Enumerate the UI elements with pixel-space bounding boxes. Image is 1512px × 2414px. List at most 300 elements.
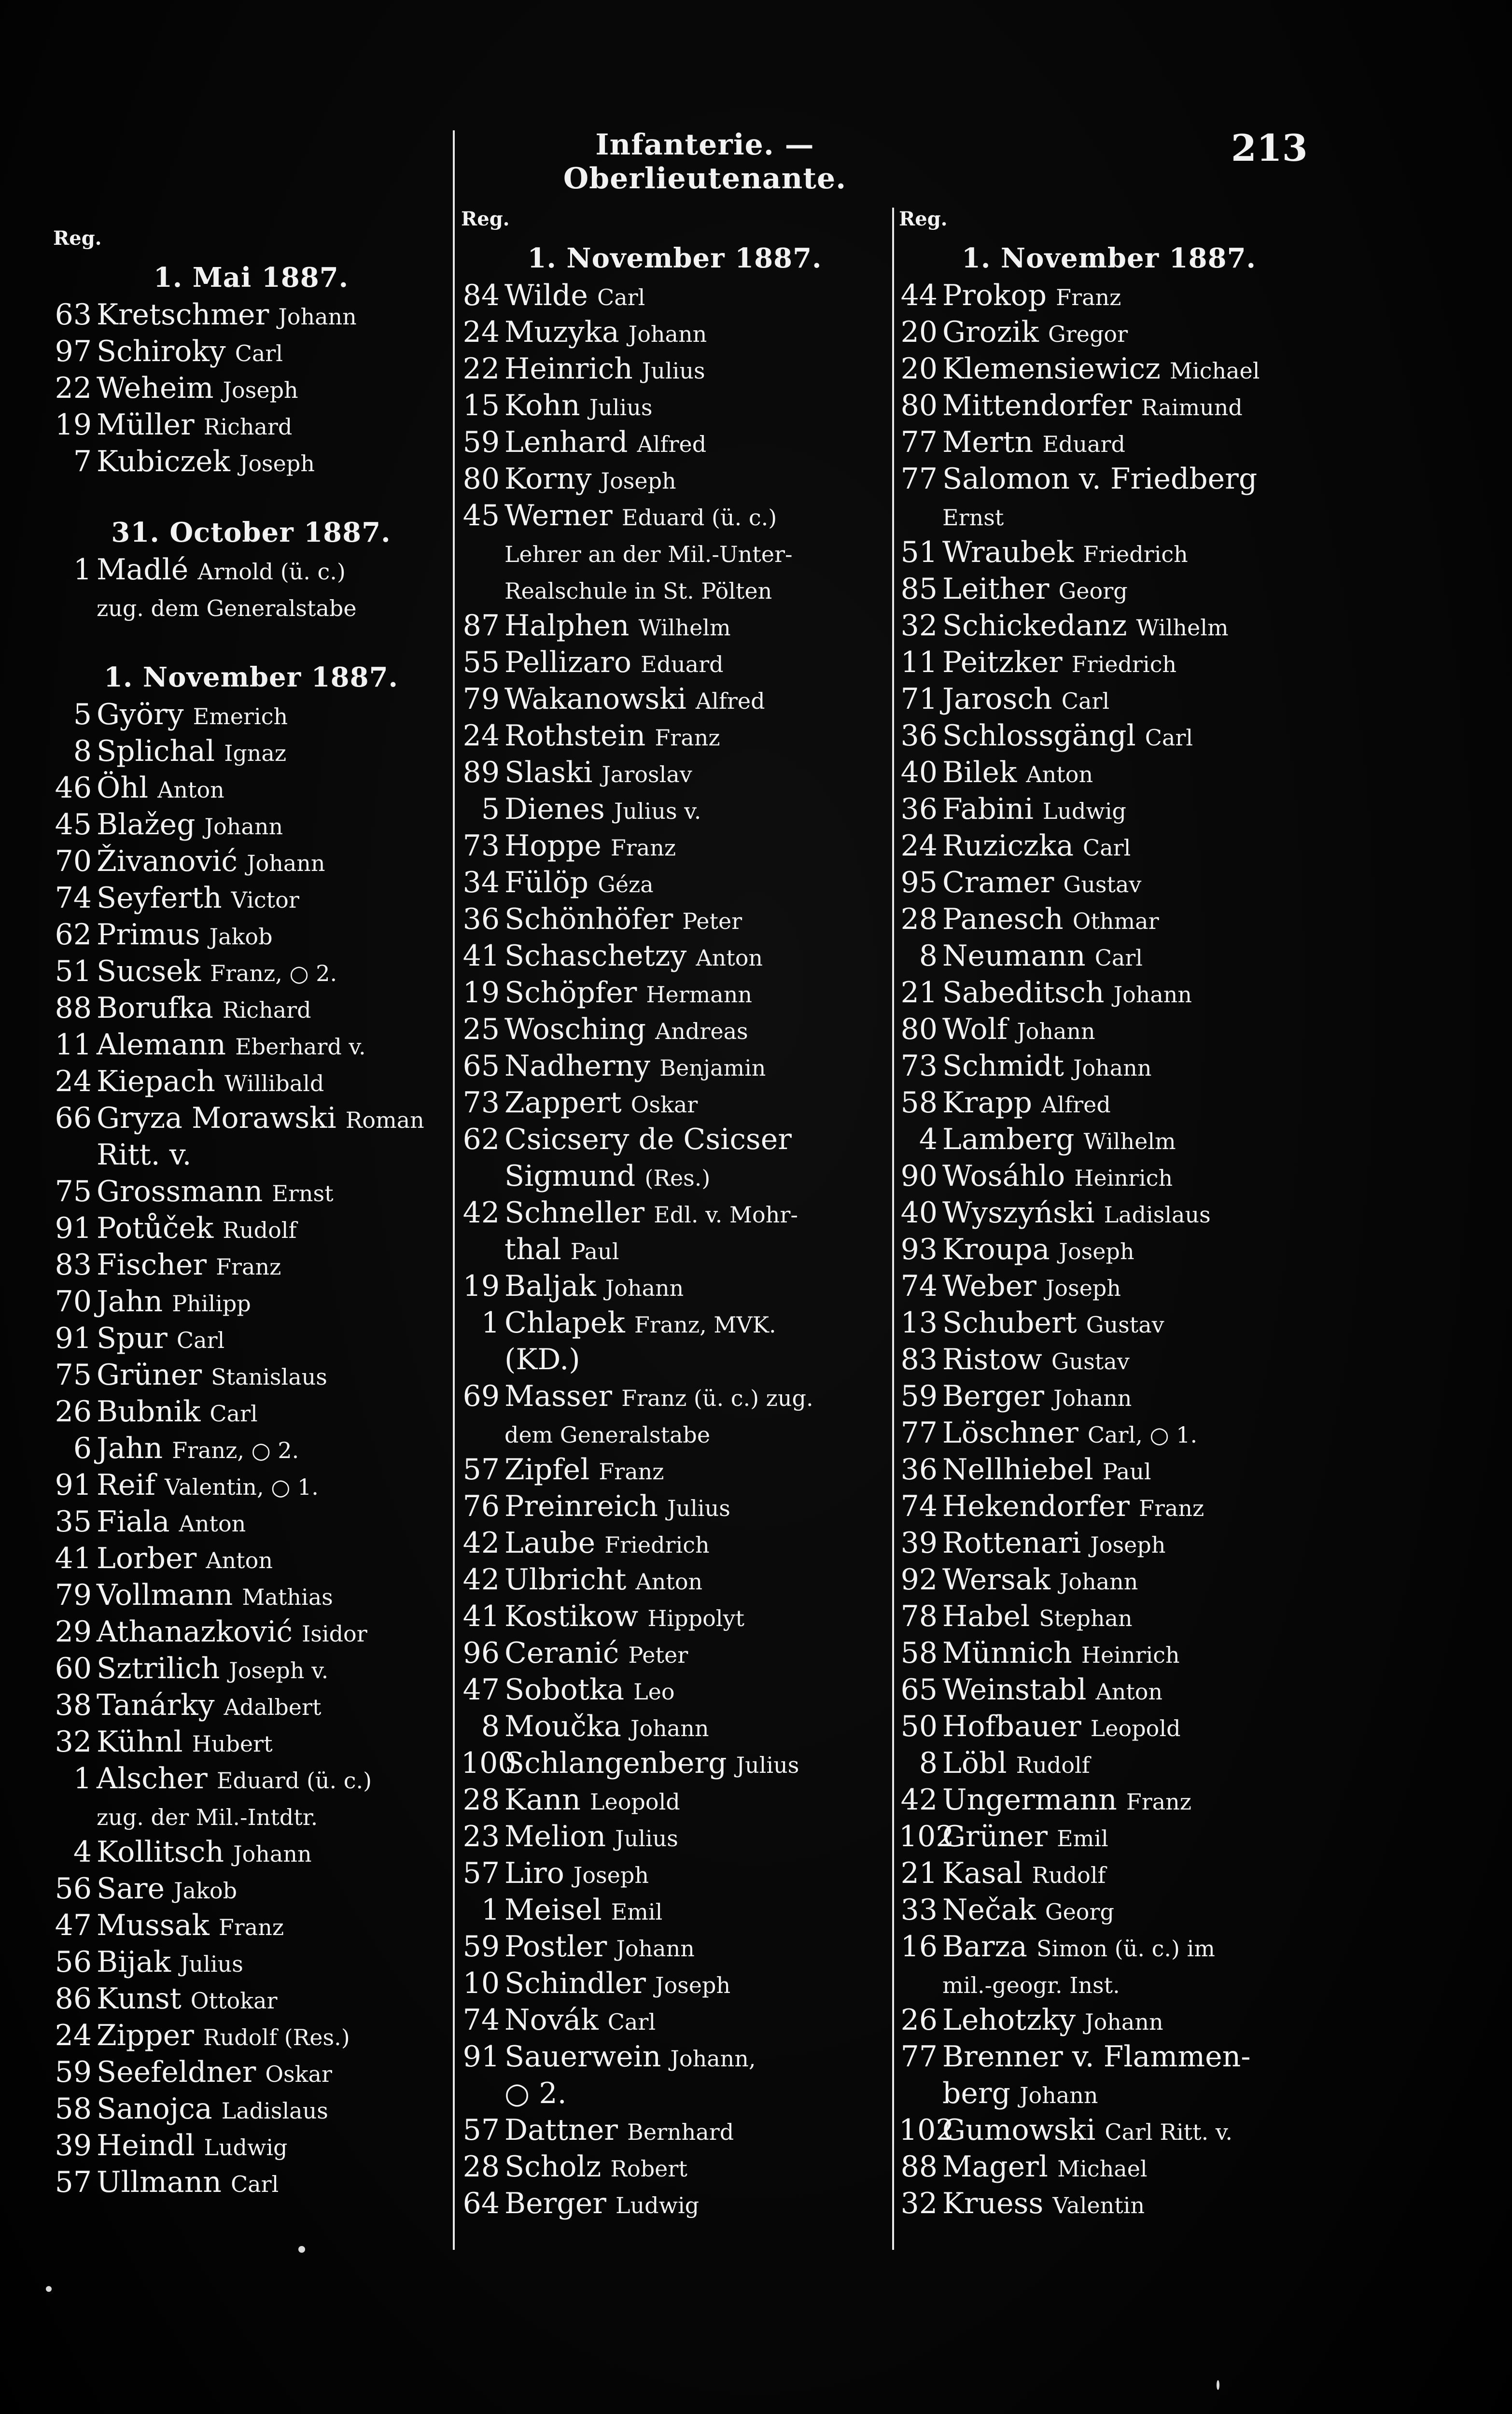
entry-continuation	[461, 534, 888, 571]
regiment-number: 65	[462, 1049, 500, 1083]
regiment-number: 21	[900, 976, 938, 1010]
regiment-number: 46	[55, 771, 92, 805]
officer-surname: Schiroky	[97, 335, 226, 368]
officer-entry	[461, 1855, 888, 1892]
officer-entry	[461, 2185, 888, 2222]
officer-given-name: Emerich	[193, 703, 288, 730]
regiment-number: 90	[900, 1159, 938, 1193]
officer-given-name: Johann	[616, 1936, 695, 1962]
officer-given-name: Johann	[247, 850, 325, 876]
officer-entry	[461, 2002, 888, 2038]
officer-given-name: Hubert	[192, 1731, 273, 1757]
regiment-number: 26	[55, 1395, 92, 1429]
officer-given-name: Anton	[635, 1569, 703, 1595]
officer-entry	[53, 551, 449, 588]
officer-given-name: Johann	[630, 1715, 709, 1741]
officer-entry	[461, 1635, 888, 1671]
regiment-number: 22	[462, 352, 500, 386]
regiment-number: 76	[462, 1489, 500, 1523]
officer-given-name: Carl, ○ 1.	[1087, 1422, 1198, 1448]
officer-entry	[899, 1048, 1319, 1084]
officer-surname: Lamberg	[942, 1123, 1075, 1156]
officer-given-name: Robert	[610, 2156, 687, 2182]
officer-surname: Kretschmer	[97, 298, 269, 332]
officer-entry	[461, 901, 888, 938]
officer-given-name: Johann	[1017, 1018, 1095, 1044]
officer-entry	[461, 1782, 888, 1818]
regiment-number: 86	[55, 1982, 92, 2016]
officer-entry	[53, 2091, 449, 2127]
officer-surname: Rothstein	[504, 719, 646, 753]
regiment-number: 19	[55, 408, 92, 442]
officer-entry	[53, 1210, 449, 1247]
officer-entry	[461, 1121, 888, 1158]
regiment-number: 59	[462, 1930, 500, 1964]
officer-entry	[899, 1671, 1319, 1708]
officer-surname: Berger	[504, 2187, 606, 2220]
officer-entry	[461, 277, 888, 314]
officer-surname: Krapp	[942, 1086, 1033, 1120]
officer-entry	[899, 277, 1319, 314]
officer-entry	[53, 1467, 449, 1503]
regiment-number: 57	[462, 1856, 500, 1890]
regiment-number: 8	[919, 939, 938, 973]
regiment-number: 87	[462, 609, 500, 643]
regiment-number: 15	[462, 389, 500, 422]
officer-given-name: Franz	[216, 1254, 281, 1280]
entry-continuation	[461, 571, 888, 607]
officer-surname: Pellizaro	[504, 646, 631, 679]
officer-surname: Kunst	[97, 1982, 182, 2016]
officer-surname: Kühnl	[97, 1725, 183, 1759]
officer-entry	[53, 843, 449, 880]
officer-entry	[53, 1503, 449, 1540]
officer-entry	[899, 1782, 1319, 1818]
officer-given-name: Franz, MVK.	[634, 1312, 776, 1338]
officer-given-name: Johann	[278, 304, 357, 330]
officer-entry	[461, 607, 888, 644]
officer-entry	[53, 1357, 449, 1393]
officer-entry	[461, 864, 888, 901]
officer-entry	[53, 1430, 449, 1467]
officer-entry	[53, 296, 449, 333]
officer-given-name: Julius	[736, 1752, 799, 1778]
officer-given-name: Carl Ritt. v.	[1105, 2119, 1233, 2145]
officer-given-name: Eduard (ü. c.)	[216, 1768, 372, 1794]
officer-surname: Wakanowski	[504, 682, 686, 716]
regiment-number: 56	[55, 1872, 92, 1906]
officer-given-name: Ladislaus	[1104, 1202, 1211, 1228]
officer-entry	[53, 1944, 449, 1980]
officer-entry	[899, 1341, 1319, 1378]
officer-surname: Brenner v. Flammen-	[942, 2040, 1251, 2074]
officer-surname: Madlé	[97, 553, 189, 587]
officer-given-name: Carl	[176, 1327, 225, 1353]
officer-surname: Wyszyński	[942, 1196, 1095, 1230]
officer-entry	[53, 806, 449, 843]
officer-surname: Halphen	[504, 609, 630, 643]
officer-surname: Löbl	[942, 1746, 1007, 1780]
officer-entry	[53, 1650, 449, 1687]
officer-surname: Schubert	[942, 1306, 1077, 1340]
entry-continuation	[899, 2075, 1319, 2112]
regiment-number: 77	[900, 462, 938, 496]
officer-surname: Borufka	[97, 991, 213, 1025]
officer-entry	[899, 1451, 1319, 1488]
regiment-number: 58	[900, 1086, 938, 1120]
officer-surname: Grüner	[97, 1358, 202, 1392]
officer-entry	[461, 2038, 888, 2075]
regiment-number: 88	[900, 2150, 938, 2184]
officer-entry	[53, 1760, 449, 1797]
officer-surname: Slaski	[504, 756, 593, 789]
officer-given-name: Rudolf	[1016, 1752, 1090, 1778]
officer-given-name: Joseph	[1045, 1275, 1121, 1301]
officer-surname: Weheim	[97, 371, 214, 405]
officer-given-name: Emil	[611, 1899, 663, 1925]
officer-given-name: Ladislaus	[221, 2098, 328, 2124]
regiment-number: 7	[73, 445, 92, 478]
officer-given-name: Alfred	[1041, 1092, 1111, 1118]
regiment-number: 77	[900, 2040, 938, 2074]
section-date-heading: 1. Mai 1887.	[153, 262, 349, 294]
officer-surname: Lorber	[97, 1542, 197, 1575]
officer-surname: Lehotzky	[942, 2003, 1076, 2037]
officer-surname: Nadherny	[504, 1049, 651, 1083]
officer-surname: Nellhiebel	[942, 1453, 1093, 1487]
officer-surname: Heinrich	[504, 352, 633, 386]
officer-given-name: Richard	[203, 414, 293, 440]
officer-surname: Sauerwein	[504, 2040, 661, 2074]
officer-given-name: Carl	[230, 2171, 279, 2197]
officer-given-name: Adalbert	[224, 1694, 322, 1720]
officer-given-name: Joseph	[1059, 1238, 1134, 1264]
officer-surname: Živanović	[97, 844, 238, 878]
officer-entry	[461, 1194, 888, 1231]
officer-given-name: Heinrich	[1074, 1165, 1173, 1191]
regiment-number: 74	[55, 881, 92, 915]
officer-surname: Splichal	[97, 734, 215, 768]
regiment-number: 13	[900, 1306, 938, 1340]
officer-surname: Weinstabl	[942, 1673, 1087, 1707]
officer-surname: Neumann	[942, 939, 1086, 973]
regiment-number: 77	[900, 1416, 938, 1450]
officer-entry	[461, 1598, 888, 1635]
officer-entry	[53, 953, 449, 990]
officer-surname: Mussak	[97, 1909, 210, 1942]
officer-given-name: Friedrich	[604, 1532, 710, 1558]
regiment-number: 74	[462, 2003, 500, 2037]
officer-surname: Primus	[97, 918, 200, 952]
officer-entry	[53, 1100, 449, 1137]
regiment-number: 56	[55, 1945, 92, 1979]
officer-given-name: Jakob	[174, 1878, 238, 1904]
officer-surname: (KD.)	[504, 1343, 580, 1376]
regiment-number: 38	[55, 1688, 92, 1722]
officer-given-name: Rudolf	[1032, 1862, 1106, 1888]
officer-surname: Zipper	[97, 2019, 194, 2052]
officer-given-name: Anton	[179, 1511, 246, 1537]
officer-given-name: dem Generalstabe	[504, 1422, 711, 1448]
officer-given-name: Johann	[1059, 1569, 1138, 1595]
officer-surname: Fischer	[97, 1248, 207, 1282]
regiment-number: 69	[462, 1379, 500, 1413]
officer-entry	[461, 1708, 888, 1745]
officer-surname: Grossmann	[97, 1175, 263, 1208]
officer-entry	[899, 864, 1319, 901]
officer-entry	[899, 791, 1319, 828]
regiment-number: 60	[55, 1652, 92, 1685]
officer-entry	[53, 770, 449, 806]
officer-surname: Schaschetzy	[504, 939, 687, 973]
officer-surname: Györy	[97, 698, 184, 731]
section-date-heading: 31. October 1887.	[111, 517, 391, 548]
officer-given-name: Rudolf (Res.)	[203, 2024, 350, 2050]
officer-given-name: Carl	[235, 340, 283, 366]
officer-given-name: Julius	[642, 358, 705, 384]
officer-surname: Berger	[942, 1379, 1044, 1413]
officer-entry	[899, 1121, 1319, 1158]
officer-entry	[461, 1892, 888, 1928]
officer-entry	[53, 2054, 449, 2091]
regiment-number: 4	[73, 1835, 92, 1869]
regiment-number: 6	[73, 1432, 92, 1465]
officer-entry	[899, 1525, 1319, 1561]
officer-entry	[53, 916, 449, 953]
officer-surname: Gryza Morawski	[97, 1101, 336, 1135]
officer-given-name: Franz	[1139, 1495, 1204, 1521]
officer-surname: Fabini	[942, 792, 1034, 826]
officer-entry	[899, 314, 1319, 351]
officer-entry	[899, 1635, 1319, 1671]
officer-entry	[53, 333, 449, 370]
officer-given-name: Paul	[570, 1238, 619, 1264]
officer-entry	[899, 938, 1319, 974]
regiment-number: 36	[900, 792, 938, 826]
regiment-number: 11	[900, 646, 938, 679]
officer-given-name: Oskar	[265, 2061, 332, 2087]
officer-given-name: Stanislaus	[211, 1364, 327, 1390]
entry-continuation	[899, 497, 1319, 534]
officer-entry	[899, 1855, 1319, 1892]
regiment-number: 42	[462, 1196, 500, 1230]
regiment-number: 34	[462, 866, 500, 899]
officer-surname: Blažeg	[97, 808, 196, 842]
officer-surname: Wersak	[942, 1563, 1050, 1597]
regiment-number: 36	[900, 719, 938, 753]
section-gap	[53, 480, 449, 514]
regiment-number: 39	[55, 2129, 92, 2162]
entry-continuation	[461, 2075, 888, 2112]
officer-entry	[461, 1818, 888, 1855]
regiment-number: 79	[462, 682, 500, 716]
regiment-number: 62	[462, 1123, 500, 1156]
regiment-number: 89	[462, 756, 500, 789]
speck	[46, 2286, 52, 2292]
officer-entry	[899, 1194, 1319, 1231]
regiment-number: 45	[462, 499, 500, 533]
regiment-number: 5	[73, 698, 92, 731]
officer-surname: Schmidt	[942, 1049, 1064, 1083]
officer-surname: Ceranić	[504, 1636, 619, 1670]
officer-given-name: Realschule in St. Pölten	[504, 578, 772, 604]
officer-given-name: Hermann	[646, 982, 752, 1008]
speck	[298, 2246, 305, 2253]
officer-surname: Sucsek	[97, 954, 201, 988]
officer-entry	[461, 1488, 888, 1525]
officer-surname: Mittendorfer	[942, 389, 1132, 422]
officer-given-name: Lehrer an der Mil.-Unter-	[504, 541, 793, 567]
officer-surname: Schneller	[504, 1196, 645, 1230]
officer-entry	[899, 2002, 1319, 2038]
officer-entry	[899, 681, 1319, 717]
officer-given-name: Mathias	[242, 1584, 333, 1610]
officer-surname: Preinreich	[504, 1489, 658, 1523]
officer-surname: Jahn	[97, 1432, 163, 1465]
regiment-number: 70	[55, 1285, 92, 1319]
officer-given-name: Johann	[1085, 2009, 1163, 2035]
officer-surname: Ullmann	[97, 2165, 222, 2199]
officer-entry	[53, 1870, 449, 1907]
officer-entry	[899, 1892, 1319, 1928]
officer-given-name: Stephan	[1039, 1605, 1133, 1631]
regiment-number: 42	[900, 1783, 938, 1817]
officer-surname: Scholz	[504, 2150, 602, 2184]
regiment-number: 20	[900, 352, 938, 386]
regiment-number: 77	[900, 425, 938, 459]
officer-surname: Fülöp	[504, 866, 588, 899]
officer-surname: Zappert	[504, 1086, 622, 1120]
officer-surname: Hofbauer	[942, 1710, 1081, 1743]
officer-given-name: Wilhelm	[638, 615, 731, 641]
officer-surname: thal	[504, 1233, 561, 1266]
officer-given-name: Friedrich	[1071, 651, 1177, 677]
officer-surname: Ritt. v.	[97, 1138, 192, 1172]
regiment-number: 24	[55, 2019, 92, 2052]
officer-entry	[461, 1378, 888, 1415]
regiment-number: 28	[900, 902, 938, 936]
officer-entry	[899, 2185, 1319, 2222]
officer-surname: Kroupa	[942, 1233, 1050, 1266]
officer-surname: Ungermann	[942, 1783, 1117, 1817]
officer-entry	[53, 990, 449, 1026]
officer-given-name: Friedrich	[1083, 541, 1188, 567]
officer-entry	[53, 1320, 449, 1357]
column-divider-left	[453, 130, 455, 2250]
officer-surname: Lenhard	[504, 425, 628, 459]
regiment-number: 78	[900, 1600, 938, 1633]
officer-entry	[461, 461, 888, 497]
officer-entry	[53, 733, 449, 770]
officer-surname: Baljak	[504, 1269, 596, 1303]
officer-given-name: Johann	[1053, 1385, 1132, 1411]
officer-given-name: Franz	[1126, 1789, 1192, 1815]
officer-surname: Novák	[504, 2003, 599, 2037]
officer-entry	[899, 1268, 1319, 1305]
regiment-number: 1	[481, 1893, 500, 1927]
regiment-number: 59	[462, 425, 500, 459]
officer-surname: Sanojca	[97, 2092, 212, 2126]
regiment-number: 88	[55, 991, 92, 1025]
officer-entry	[899, 1708, 1319, 1745]
regiment-number: 91	[55, 1321, 92, 1355]
officer-entry	[53, 696, 449, 733]
officer-given-name: Carl	[1083, 835, 1131, 861]
officer-entry	[461, 1965, 888, 2002]
entry-continuation	[53, 1137, 449, 1173]
officer-given-name: Michael	[1057, 2156, 1148, 2182]
officer-entry	[53, 1247, 449, 1283]
officer-given-name: Eduard	[1042, 431, 1125, 457]
regiment-number: 25	[462, 1012, 500, 1046]
column-2	[461, 208, 888, 2222]
officer-surname: Alscher	[97, 1762, 208, 1796]
officer-given-name: Joseph	[573, 1862, 649, 1888]
officer-given-name: Carl	[597, 284, 645, 310]
officer-given-name: Emil	[1057, 1825, 1108, 1852]
officer-surname: Hekendorfer	[942, 1489, 1130, 1523]
officer-surname: Schlangenberg	[504, 1746, 727, 1780]
regiment-number: 74	[900, 1489, 938, 1523]
entry-continuation	[53, 1797, 449, 1834]
officer-entry	[53, 1834, 449, 1870]
regiment-number: 57	[55, 2165, 92, 2199]
officer-surname: Wilde	[504, 279, 588, 312]
officer-entry	[461, 424, 888, 461]
officer-entry	[461, 791, 888, 828]
officer-surname: Mertn	[942, 425, 1034, 459]
regiment-number: 33	[900, 1893, 938, 1927]
regiment-number: 32	[900, 609, 938, 643]
officer-entry	[899, 1378, 1319, 1415]
officer-given-name: Johann	[1073, 1055, 1152, 1081]
officer-given-name: Julius v.	[614, 798, 701, 824]
regiment-number: 64	[462, 2187, 500, 2220]
officer-given-name: Eduard (ü. c.)	[621, 505, 777, 531]
speck	[1217, 2380, 1219, 2390]
officer-given-name: Joseph	[239, 450, 315, 477]
regiment-number: 41	[462, 939, 500, 973]
officer-entry	[53, 1614, 449, 1650]
regiment-number: 1	[481, 1306, 500, 1340]
officer-entry	[461, 1084, 888, 1121]
officer-given-name: Leopold	[1090, 1715, 1181, 1741]
officer-entry	[461, 681, 888, 717]
regiment-number: 55	[462, 646, 500, 679]
officer-given-name: Julius	[667, 1495, 730, 1521]
officer-surname: Magerl	[942, 2150, 1048, 2184]
officer-given-name: Leopold	[589, 1789, 680, 1815]
officer-entry	[461, 1268, 888, 1305]
officer-surname: Leither	[942, 572, 1050, 606]
officer-entry	[461, 938, 888, 974]
officer-given-name: Bernhard	[627, 2119, 734, 2145]
officer-entry	[899, 607, 1319, 644]
regiment-number: 80	[900, 1012, 938, 1046]
officer-surname: Öhl	[97, 771, 149, 805]
officer-given-name: Johann	[204, 814, 283, 840]
officer-entry	[899, 644, 1319, 681]
officer-given-name: Ernst	[272, 1180, 334, 1207]
regiment-number: 66	[55, 1101, 92, 1135]
regiment-number: 80	[900, 389, 938, 422]
officer-surname: Korny	[504, 462, 592, 496]
officer-given-name: Julius	[589, 394, 653, 421]
regiment-number: 45	[55, 808, 92, 842]
officer-surname: Jarosch	[942, 682, 1052, 716]
officer-entry	[899, 901, 1319, 938]
officer-given-name: Julius	[180, 1951, 243, 1977]
